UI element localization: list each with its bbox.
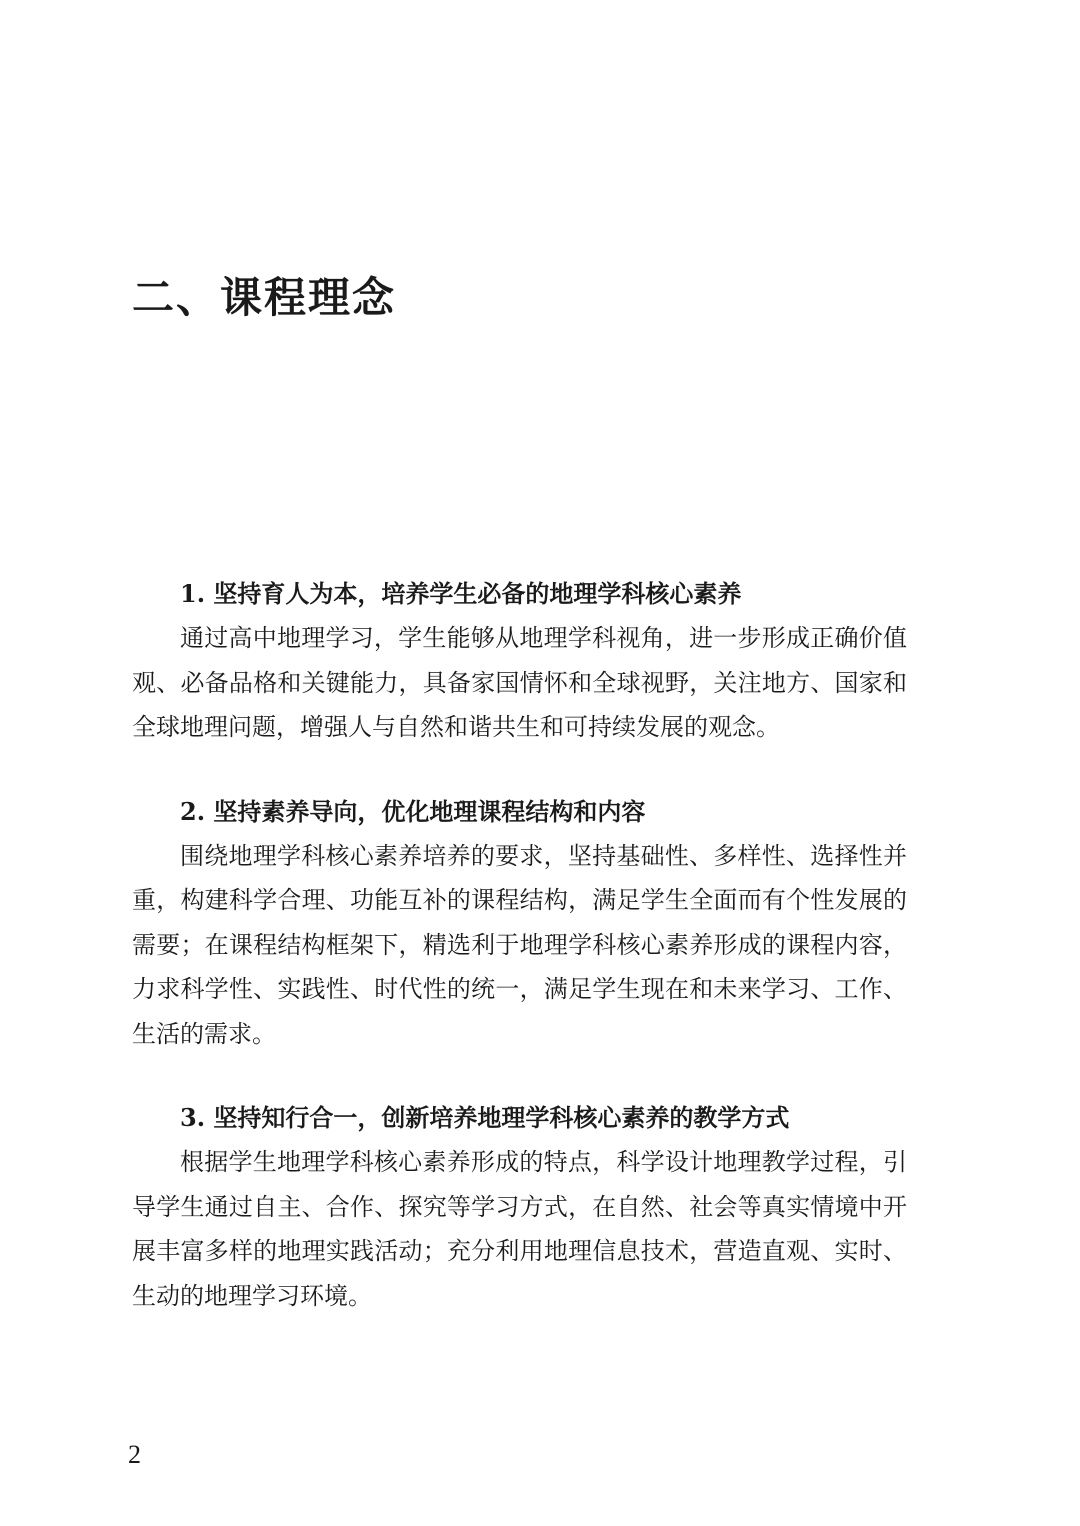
- page-title: 二、课程理念: [132, 273, 397, 322]
- section-3: [132, 1096, 907, 1318]
- section-body: 围绕地理学科核心素养培养的要求，坚持基础性、多样性、选择性并重，构建科学合理、功能互补的课程结构，满足学生全面而有个性发展的需要；在课程结构框架下，精选利于地理学科核心素养形成的课程内容，力求科学性、实践性、时代性的统一，满足学生现在和未来学习、工作、生活的需求。: [132, 841, 907, 1048]
- page-content: [132, 572, 907, 1358]
- section-heading: 1. 坚持育人为本，培养学生必备的地理学科核心素养: [180, 579, 742, 608]
- section-heading: 2. 坚持素养导向，优化地理课程结构和内容: [180, 796, 646, 826]
- page-number: 2: [128, 1440, 141, 1469]
- section-2: [132, 790, 907, 1057]
- section-heading: 3. 坚持知行合一，创新培养地理学科核心素养的教学方式: [180, 1103, 790, 1132]
- section-1: [132, 572, 907, 750]
- section-body: 通过高中地理学习，学生能够从地理学科视角，进一步形成正确价值观、必备品格和关键能力，具备家国情怀和全球视野，关注地方、国家和全球地理问题，增强人与自然和谐共生和可持续发展的观念。: [132, 624, 907, 741]
- section-body: 根据学生地理学科核心素养形成的特点，科学设计地理教学过程，引导学生通过自主、合作、探究等学习方式，在自然、社会等真实情境中开展丰富多样的地理实践活动；充分利用地理信息技术，营造直观、实时、生动的地理学习环境。: [132, 1148, 907, 1310]
